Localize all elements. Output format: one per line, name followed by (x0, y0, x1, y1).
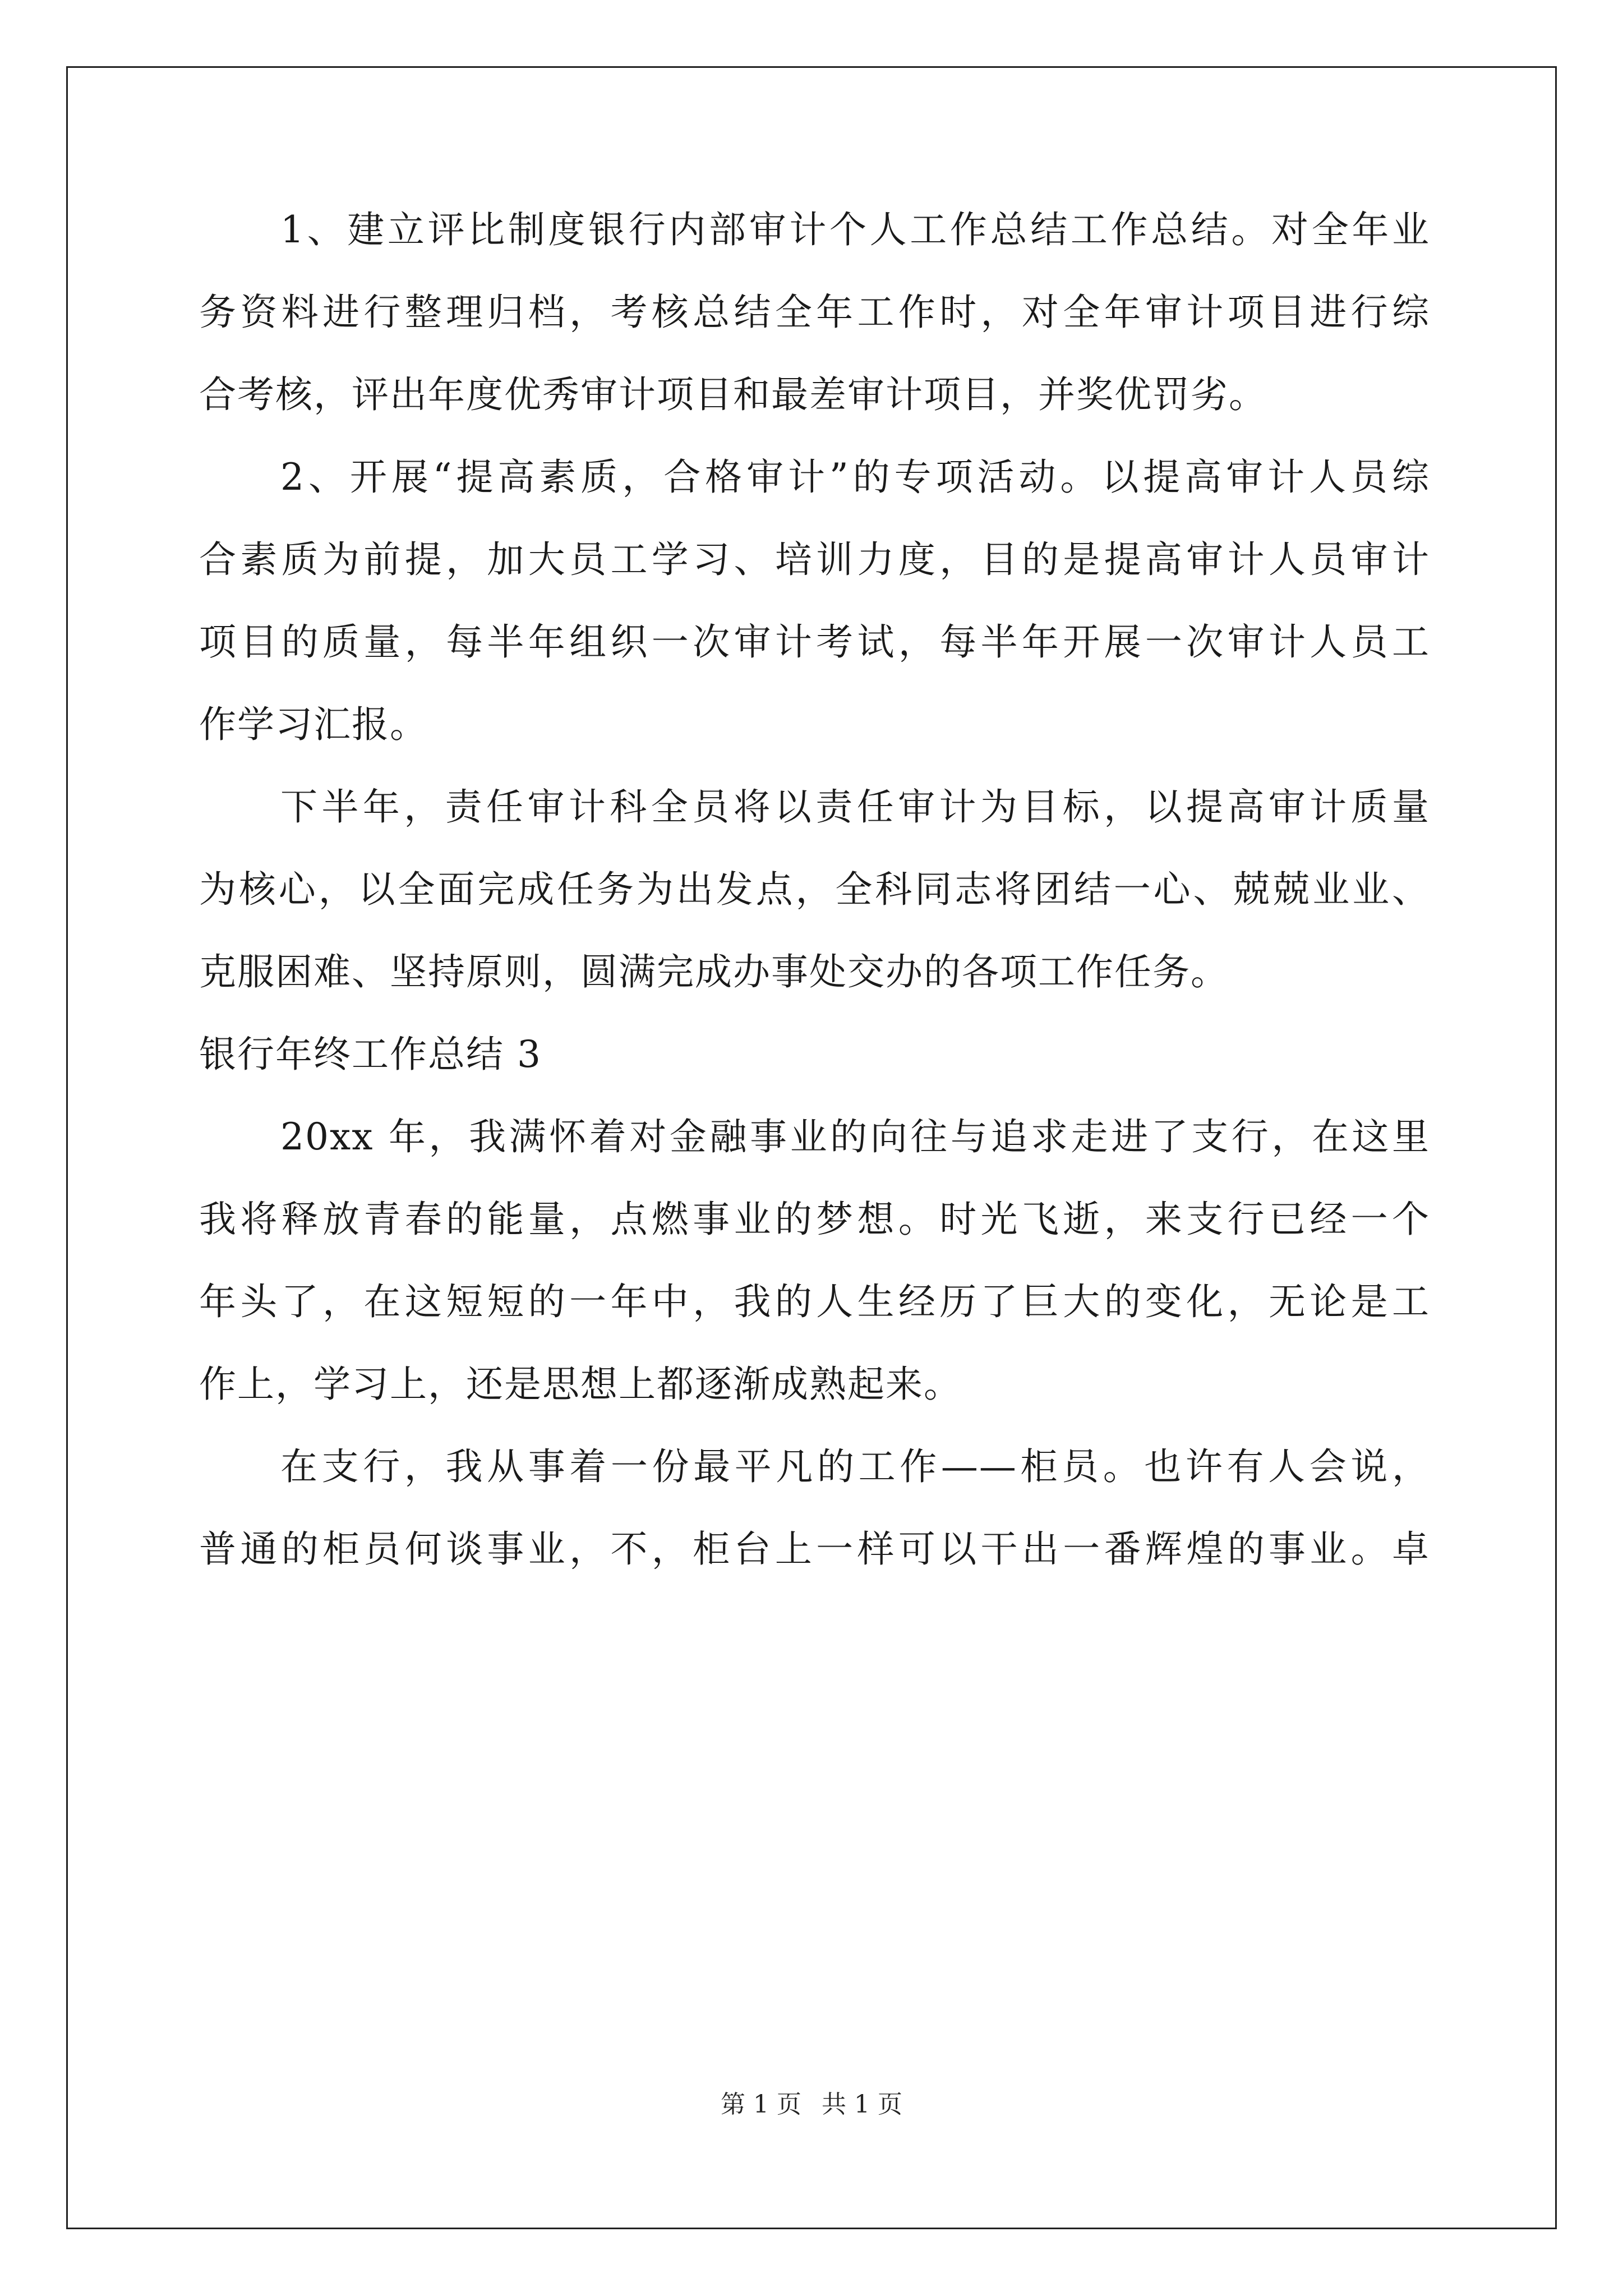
paragraph-line: 合考核，评出年度优秀审计项目和最差审计项目，并奖优罚劣。 (199, 373, 1267, 416)
paragraph-line: 20xx 年，我满怀着对金融事业的向往与追求走进了支行，在这里 (280, 1115, 1430, 1158)
page-footer (0, 2088, 1623, 2122)
paragraph-line: 合素质为前提，加大员工学习、培训力度，目的是提高审计人员审计 (199, 538, 1430, 581)
paragraph-line: 为核心，以全面完成任务为出发点，全科同志将团结一心、兢兢业业、 (199, 868, 1430, 911)
paragraph-line: 务资料进行整理归档，考核总结全年工作时，对全年审计项目进行综 (199, 291, 1430, 334)
paragraph-line: 下半年，责任审计科全员将以责任审计为目标，以提高审计质量 (280, 785, 1430, 829)
paragraph-line: 普通的柜员何谈事业，不，柜台上一样可以干出一番辉煌的事业。卓 (199, 1527, 1430, 1571)
section-heading: 银行年终工作总结 3 (199, 1033, 542, 1076)
paragraph-line: 年头了，在这短短的一年中，我的人生经历了巨大的变化，无论是工 (199, 1280, 1430, 1323)
paragraph-line: 克服困难、坚持原则，圆满完成办事处交办的各项工作任务。 (199, 950, 1229, 993)
paragraph-line: 在支行，我从事着一份最平凡的工作——柜员。也许有人会说， (280, 1445, 1430, 1488)
paragraph-line: 作学习汇报。 (199, 703, 428, 746)
paragraph-line: 1、建立评比制度银行内部审计个人工作总结工作总结。对全年业 (280, 208, 1430, 251)
paragraph-line: 作上，学习上，还是思想上都逐渐成熟起来。 (199, 1363, 962, 1406)
paragraph-line: 2、开展“提高素质，合格审计”的专项活动。以提高审计人员综 (280, 455, 1430, 499)
paragraph-line: 项目的质量，每半年组织一次审计考试，每半年开展一次审计人员工 (199, 620, 1430, 664)
paragraph-line: 我将释放青春的能量，点燃事业的梦想。时光飞逝，来支行已经一个 (199, 1198, 1430, 1241)
page-total: 共 1 页 (822, 2090, 902, 2119)
page-number: 第 1 页 (721, 2090, 801, 2119)
